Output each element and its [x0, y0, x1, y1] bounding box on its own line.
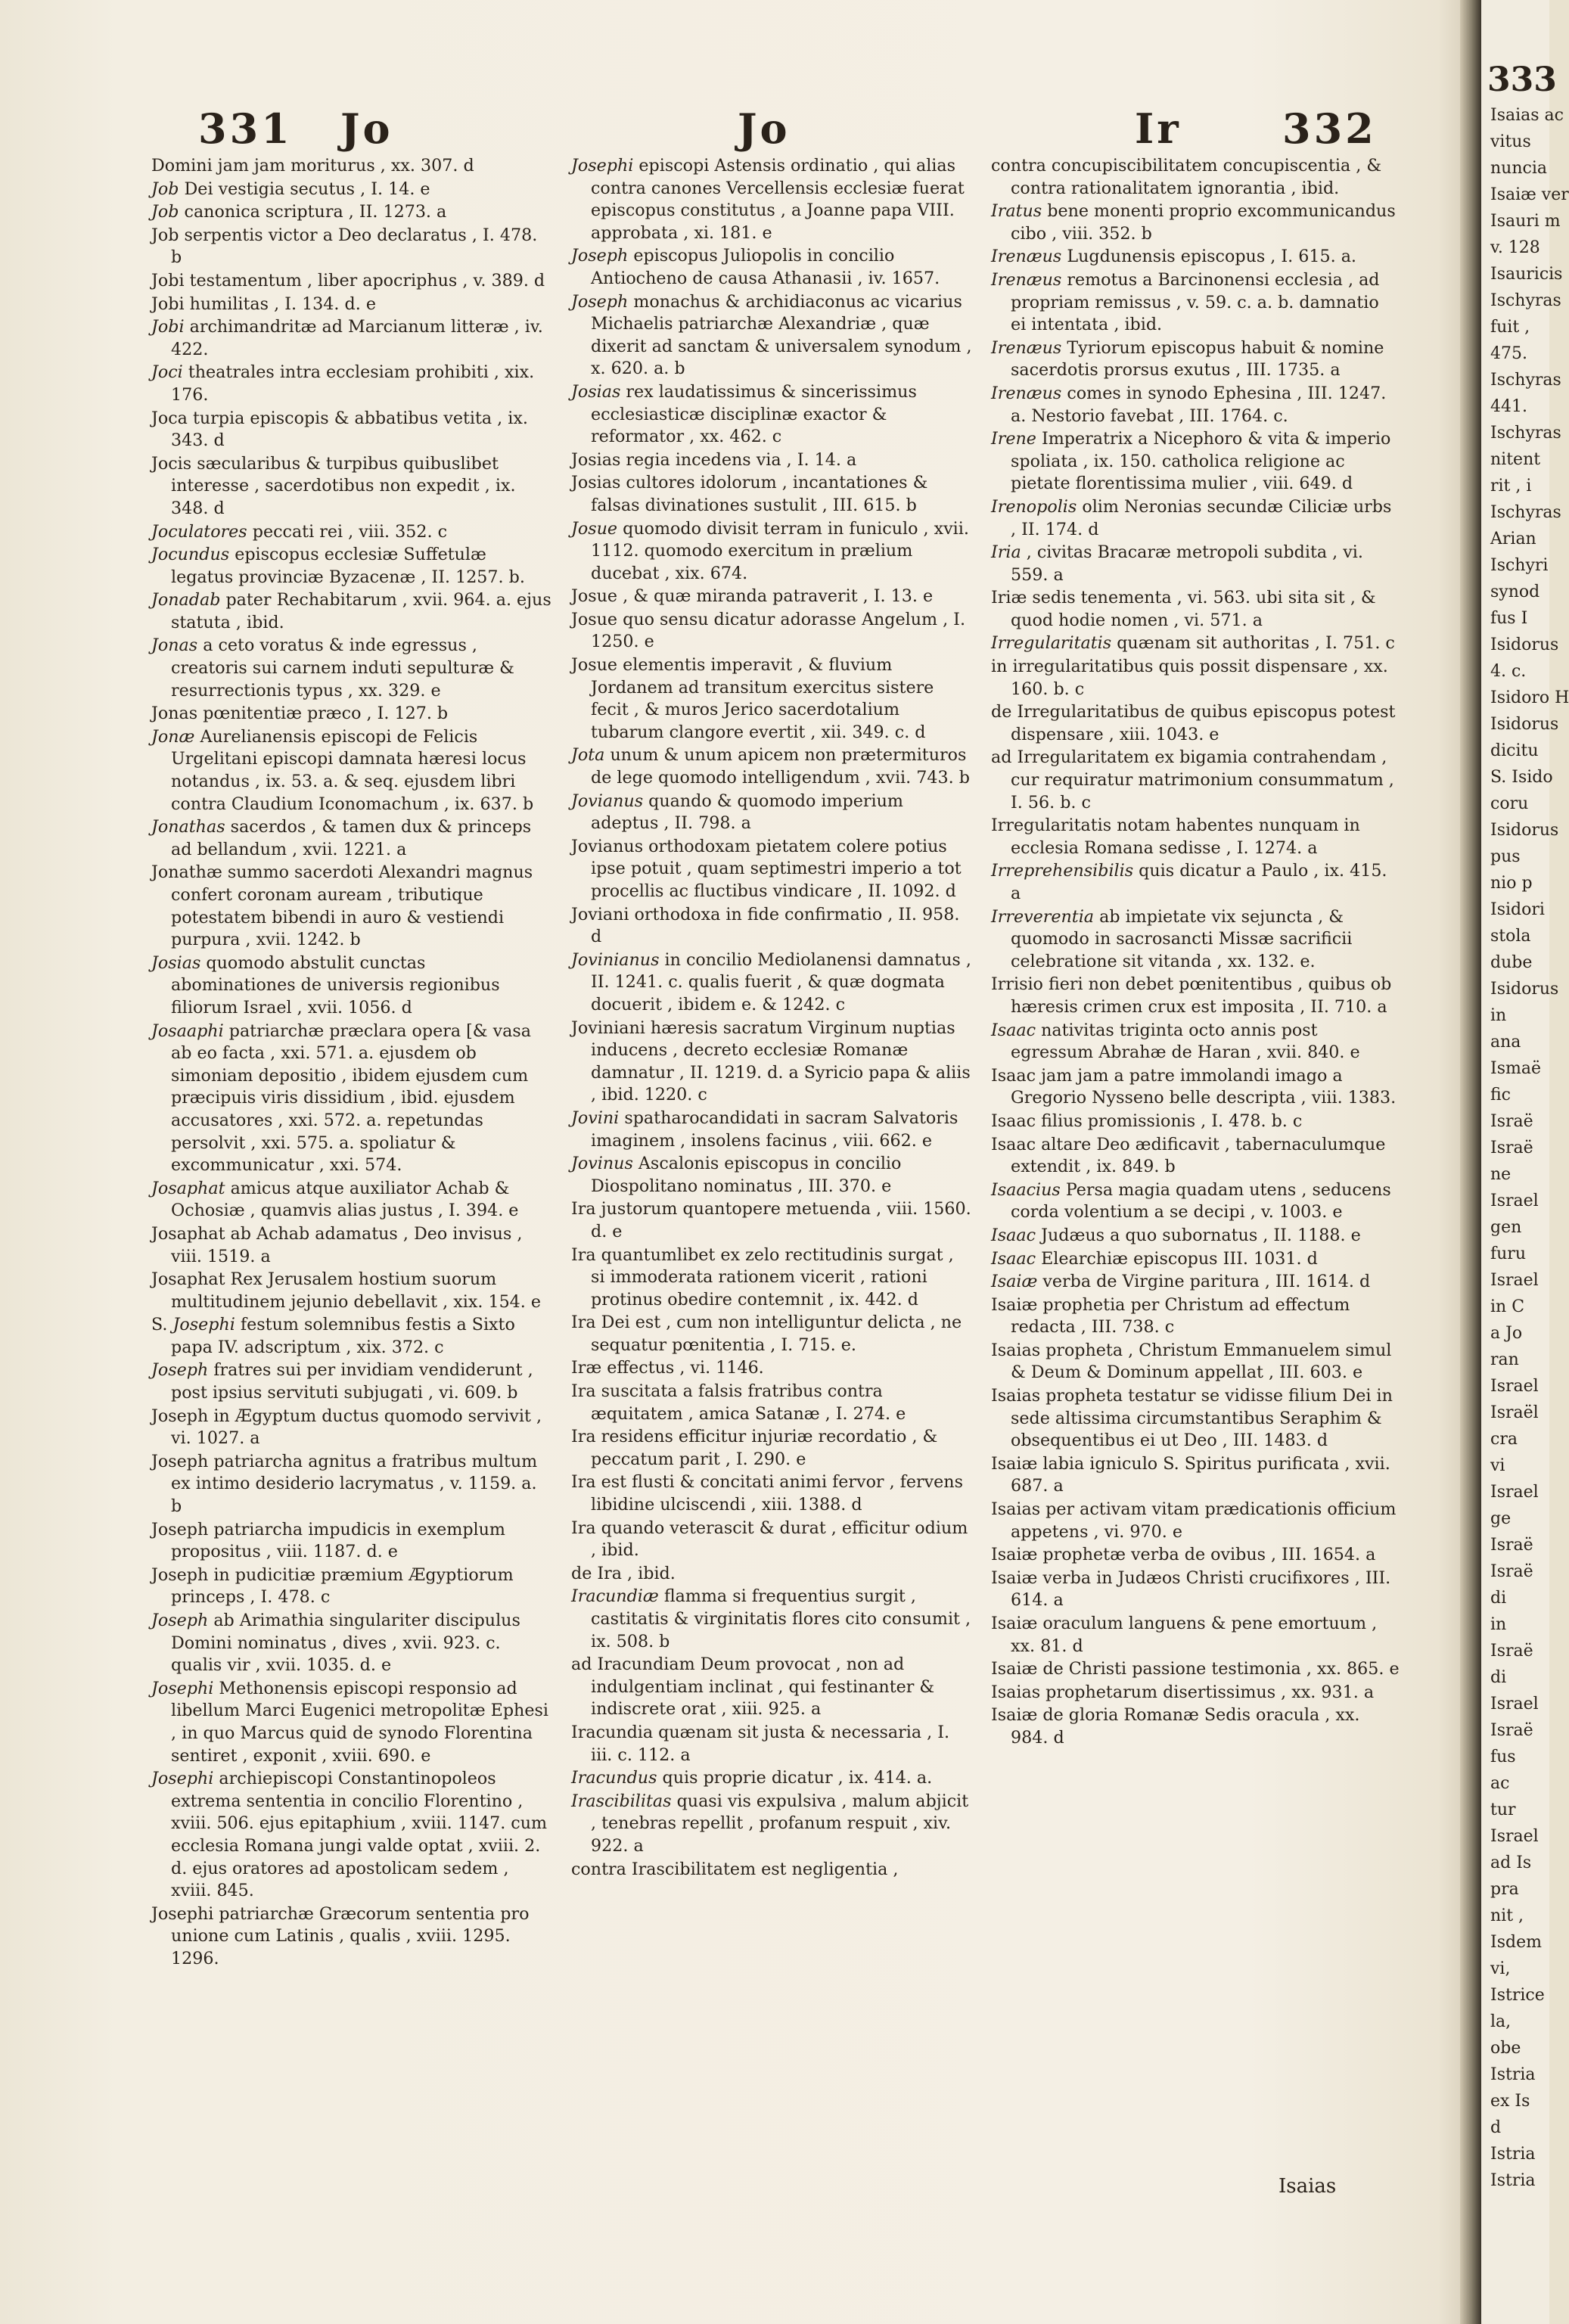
entry-headword: Irreverentia — [991, 906, 1095, 927]
next-page-fragment: fus — [1490, 1748, 1516, 1766]
next-page-fragment: Isidoro H — [1490, 688, 1569, 707]
next-page-fragment: cra — [1490, 1430, 1518, 1449]
next-page-fragment: Israë — [1490, 1721, 1533, 1740]
next-page-fragment: in — [1490, 1006, 1507, 1025]
next-page-fragment: Israë — [1490, 1536, 1533, 1555]
entry-headword: Irascibilitas — [571, 1791, 672, 1811]
index-entry: Iracundia quænam sit justa & necessaria , I. iii. c. 112. a — [571, 1722, 950, 1765]
index-entry: Josias quomodo abstulit cunctas abominationes de universis regionibus filiorum Israel , xvii. 1056. d — [151, 952, 500, 1018]
index-entry: Irenæus comes in synodo Ephesina , III. 1247. a. Nestorio favebat , III. 1764. c. — [991, 383, 1387, 426]
entry-headword: Isaac — [991, 1225, 1036, 1245]
entry-headword: Josias — [571, 381, 621, 402]
index-entry: Isaias propheta testatur se vidisse filium Dei in sede altissima circumstantibus Seraphim & obsequentibus ei ut Deo , III. 1483. d — [991, 1386, 1393, 1451]
next-page-fragment: Isdem — [1490, 1933, 1542, 1952]
next-page-fragment: fuit , — [1490, 318, 1530, 337]
index-entry: contra concupiscibilitatem concupiscentia , & contra rationalitatem ignorantia , ibid. — [991, 156, 1382, 198]
entry-headword: Josue — [571, 518, 618, 539]
index-entry: Josias cultores idolorum , incantationes & falsas divinationes sustulit , III. 615. b — [571, 473, 928, 515]
next-page-fragment: di — [1490, 1668, 1507, 1687]
index-entry: Isaac Elearchiæ episcopus III. 1031. d — [991, 1248, 1318, 1269]
entry-headword: Josephi — [151, 1678, 214, 1698]
entry-headword: Joseph — [151, 1611, 209, 1630]
next-page-fragment: nit , — [1490, 1906, 1524, 1925]
index-entry: Ira quando veterascit & durat , efficitur odium , ibid. — [571, 1518, 968, 1561]
next-page-fragment: coru — [1490, 794, 1529, 813]
index-entry: contra Irascibilitatem est negligentia , — [571, 1859, 899, 1879]
next-page-fragment: nuncia — [1490, 159, 1547, 178]
index-entry: Joseph in pudicitiæ præmium Ægyptiorum princeps , I. 478. c — [151, 1564, 514, 1608]
next-page-fragment: Israë — [1490, 1642, 1533, 1661]
next-page-fragment: stola — [1490, 927, 1531, 946]
index-entry: Joviniani hæresis sacratum Virginum nuptias inducens , decreto ecclesiæ Romanæ damnatur , II. 1219. d. a Syricio papa & aliis , ibid. 1220. c — [571, 1018, 971, 1105]
index-entry: Josephi archiepiscopi Constantinopoleos extrema sententia in concilio Florentino , xviii. 506. ejus epitaphium , xviii. 1147. cum ecclesia Romana jungi valde optat , xviii. 2. d. ejus oratores ad apostolicam sedem , xviii. 845. — [151, 1769, 548, 1901]
next-page-fragment: Isaias ac — [1490, 106, 1564, 125]
next-page-fragment: Israel — [1490, 1483, 1539, 1502]
entry-headword: Josaphat — [151, 1178, 225, 1198]
entry-headword: Josephi — [172, 1315, 235, 1335]
index-entry: ad Irregularitatem ex bigamia contrahendam , cur requiratur matrimonium consummatum , I. 56. b. c — [991, 747, 1394, 812]
next-page-fragment: dicitu — [1490, 741, 1539, 760]
running-head-right: Ir — [1135, 104, 1182, 153]
entry-headword: Iratus — [991, 201, 1042, 222]
entry-headword: Joseph — [571, 291, 629, 312]
index-entry: Isaiæ verba de Virgine paritura , III. 1614. d — [991, 1272, 1371, 1292]
index-entry: Jonadab pater Rechabitarum , xvii. 964. a. ejus statuta , ibid. — [151, 590, 551, 632]
entry-headword: Jovinianus — [571, 949, 660, 970]
index-entry: Jonas a ceto voratus & inde egressus , creatoris sui carnem induti sepulturæ & resurrectionis typus , xx. 329. e — [151, 635, 514, 701]
next-page-fragment: dube — [1490, 953, 1533, 972]
entry-headword: Isaac — [991, 1248, 1036, 1269]
index-entry: Josias rex laudatissimus & sincerissimus ecclesiasticæ disciplinæ exactor & reformator , xx. 462. c — [571, 381, 917, 447]
index-entry: Irenæus remotus a Barcinonensi ecclesia , ad propriam remissus , v. 59. c. a. b. damnatio ei intentata , ibid. — [991, 269, 1380, 335]
index-entry: Joculatores peccati rei , viii. 352. c — [151, 521, 448, 542]
next-page-fragment: ex Is — [1490, 2092, 1530, 2111]
index-entry: Job Dei vestigia secutus , I. 14. e — [151, 179, 430, 199]
next-page-fragment: pra — [1490, 1880, 1519, 1899]
entry-headword: Irreprehensibilis — [991, 861, 1134, 881]
next-page-fragment: Istrice — [1490, 1986, 1545, 2005]
entry-headword: Jovini — [571, 1108, 620, 1128]
entry-headword: Jovinus — [571, 1154, 633, 1174]
entry-headword: Isaiæ — [991, 1272, 1038, 1292]
entry-headword: Jonathas — [151, 817, 225, 837]
index-entry: Isaiæ prophetia per Christum ad effectum redacta , III. 738. c — [991, 1294, 1350, 1338]
entry-headword: Isaacius — [991, 1179, 1061, 1200]
index-entry: Joseph monachus & archidiaconus ac vicarius Michaelis patriarchæ Alexandriæ , quæ dixerit ad sanctam & universalem synodum , x. 620. a. b — [571, 291, 972, 379]
index-entry: Ira suscitata a falsis fratribus contra æquitatem , amica Satanæ , I. 274. e — [571, 1381, 906, 1424]
index-column-2 — [571, 155, 972, 1881]
next-page-fragment: Israë — [1490, 1562, 1533, 1581]
index-entry: Iracundus quis proprie dicatur , ix. 414. a. — [571, 1768, 933, 1788]
index-entry: Ira justorum quantopere metuenda , viii. 1560. d. e — [571, 1199, 971, 1241]
index-entry: Irregularitatis notam habentes nunquam in ecclesia Romana sedisse , I. 1274. a — [991, 816, 1360, 858]
entry-headword: Iracundus — [571, 1768, 657, 1788]
entry-headword: Irenæus — [991, 337, 1062, 358]
entry-headword: Jota — [571, 745, 605, 766]
index-entry: Irenopolis olim Neronias secundæ Ciliciæ urbs , II. 174. d — [991, 496, 1392, 539]
index-entry: Joci theatrales intra ecclesiam prohibiti , xix. 176. — [151, 362, 535, 405]
index-entry: Isaias prophetarum disertissimus , xx. 931. a — [991, 1682, 1375, 1702]
next-page-fragment: Isidorus — [1490, 635, 1559, 654]
next-page-fragment: di — [1490, 1589, 1507, 1608]
index-entry: Joseph in Ægyptum ductus quomodo servivit , vi. 1027. a — [151, 1406, 542, 1449]
next-page-fragment: synod — [1490, 583, 1540, 601]
index-entry: Irreprehensibilis quis dicatur a Paulo , ix. 415. a — [991, 861, 1387, 903]
entry-headword: Jovianus — [571, 791, 644, 811]
index-entry: Josias regia incedens via , I. 14. a — [571, 449, 857, 470]
next-page-fragment: Ischyras — [1490, 424, 1561, 443]
index-entry: Irene Imperatrix a Nicephoro & vita & imperio spoliata , ix. 150. catholica religione ac pietate florentissima mulier , viii. 649. d — [991, 429, 1391, 494]
index-entry: ad Iracundiam Deum provocat , non ad indulgentiam inclinat , qui festinanter & indiscrete orat , xiii. 925. a — [571, 1654, 935, 1720]
book-gutter — [1460, 0, 1481, 2324]
index-entry: Iracundiæ flamma si frequentius surgit , castitatis & virginitatis flores cito consumit , ix. 508. b — [571, 1586, 971, 1651]
index-entry: Isaac filius promissionis , I. 478. b. c — [991, 1111, 1303, 1131]
next-page-fragment: Isidorus — [1490, 980, 1559, 999]
index-entry: Jovinianus in concilio Mediolanensi damnatus , II. 1241. c. qualis fuerit , & quæ dogmata docuerit , ibidem e. & 1242. c — [571, 949, 971, 1014]
next-page-fragment: furu — [1490, 1244, 1526, 1263]
next-page-fragment: Israel — [1490, 1377, 1539, 1396]
next-page-fragment: obe — [1490, 2039, 1521, 2058]
index-entry: Jovini spatharocandidati in sacram Salvatoris imaginem , insolens facinus , viii. 662. e — [571, 1108, 958, 1151]
next-page-fragment: in C — [1490, 1297, 1525, 1316]
next-page-fragment: ne — [1490, 1165, 1512, 1184]
index-entry: Domini jam jam moriturus , xx. 307. d — [151, 156, 474, 176]
index-entry: Joseph fratres sui per invidiam vendiderunt , post ipsius servituti subjugati , vi. 609. b — [151, 1360, 533, 1403]
index-entry: Jonæ Aurelianensis episcopi de Felicis Urgelitani episcopi damnata hæresi locus notandus , ix. 53. a. & seq. ejusdem libri contra Claudium Iconomachum , ix. 637. b — [151, 726, 534, 814]
index-entry: Josephi episcopi Astensis ordinatio , qui alias contra canones Vercellensis ecclesiæ fuerat episcopus constitutus , a Joanne papa VIII. approbata , xi. 181. e — [571, 156, 965, 243]
next-page-fragment: in — [1490, 1615, 1507, 1634]
page-number-right: 332 — [1282, 104, 1377, 153]
next-page-fragment: rit , i — [1490, 477, 1532, 496]
index-entry: Ira residens efficitur injuriæ recordatio , & peccatum parit , I. 290. e — [571, 1427, 938, 1469]
index-entry: Jobi testamentum , liber apocriphus , v. 389. d — [151, 270, 545, 290]
entry-headword: Irenæus — [991, 269, 1062, 290]
index-entry: Irenæus Tyriorum episcopus habuit & nomine sacerdotis prorsus exutus , III. 1735. a — [991, 337, 1384, 381]
index-entry: Jonas pœnitentiæ præco , I. 127. b — [151, 704, 449, 724]
index-entry: Isaiæ verba in Judæos Christi crucifixores , III. 614. a — [991, 1567, 1391, 1611]
index-entry: Jovianus orthodoxam pietatem colere potius ipse potuit , quam septimestri imperio a tot procellis ac fluctibus vindicare , II. 1092. d — [571, 836, 962, 901]
next-page-fragment: Israel — [1490, 1695, 1539, 1713]
next-page-fragment: Ischyri — [1490, 556, 1549, 575]
next-page-fragment: ac — [1490, 1774, 1510, 1793]
index-entry: Iratus bene monenti proprio excommunicandus cibo , viii. 352. b — [991, 201, 1396, 244]
entry-headword: Jonadab — [151, 590, 221, 611]
index-entry: Irregularitatis quænam sit authoritas , I. 751. c — [991, 633, 1395, 654]
next-page-fragment: Isauricis — [1490, 265, 1563, 284]
entry-headword: Isaac — [991, 1020, 1036, 1040]
index-entry: Jovinus Ascalonis episcopus in concilio Diospolitano nominatus , III. 370. e — [571, 1154, 902, 1196]
index-column-1 — [151, 155, 552, 1971]
next-page-fragment: Isidorus — [1490, 715, 1559, 734]
next-page-fragment: 4. c. — [1490, 662, 1527, 681]
entry-headword: Iria — [991, 542, 1021, 563]
next-page-fragment: fus I — [1490, 609, 1528, 628]
index-entry: Josaaphi patriarchæ præclara opera [& vasa ab eo facta , xxi. 571. a. ejusdem ob simoniam depositio , ibidem ejusdem cum præcipuis viris dissidium , ibid. ejusdem accusatores , xxi. 572. a. repetundas persolvit , xxi. 575. a. spoliatur & excommunicatur , xxi. 574. — [151, 1021, 531, 1176]
next-page-fragment: gen — [1490, 1218, 1522, 1237]
entry-headword: Joculatores — [151, 521, 247, 542]
index-entry: Joseph episcopus Juliopolis in concilio Antiocheno de causa Athanasii , iv. 1657. — [571, 246, 940, 288]
next-page-fragment: Arian — [1490, 530, 1536, 548]
entry-headword: Irene — [991, 429, 1036, 449]
entry-headword: Jonas — [151, 635, 198, 656]
index-entry: Isaac nativitas triginta octo annis post egressum Abrahæ de Haran , xvii. 840. e — [991, 1020, 1360, 1063]
index-entry: Irenæus Lugdunensis episcopus , I. 615. a. — [991, 247, 1356, 267]
index-entry: Irrisio fieri non debet pœnitentibus , quibus ob hæresis crimen crux est imposita , II. 710. a — [991, 974, 1392, 1017]
index-entry: S. Josephi festum solemnibus festis a Sixto papa IV. adscriptum , xix. 372. c — [151, 1315, 515, 1357]
index-entry: Isaiæ de Christi passione testimonia , xx. 865. e — [991, 1659, 1400, 1679]
entry-headword: Joci — [151, 362, 183, 383]
next-page-fragment: Isidorus — [1490, 821, 1559, 840]
next-page-fragment: Isaiæ ver — [1490, 185, 1569, 204]
next-page-fragment: nio p — [1490, 874, 1533, 893]
index-entry: Jota unum & unum apicem non prætermituros de lege quomodo intelligendum , xvii. 743. b — [571, 745, 970, 788]
index-entry: Isaiæ de gloria Romanæ Sedis oracula , xx. 984. d — [991, 1705, 1360, 1748]
next-page-fragment: vi, — [1490, 1959, 1511, 1978]
index-entry: Josaphat amicus atque auxiliator Achab & Ochosiæ , quamvis alias justus , I. 394. e — [151, 1178, 519, 1221]
entry-headword: Joseph — [151, 1360, 209, 1381]
next-page-fragment: Ismaë — [1490, 1059, 1541, 1078]
index-entry: Ira est flusti & concitati animi fervor , fervens libidine ulciscendi , xiii. 1388. d — [571, 1472, 963, 1515]
index-entry: Josue quo sensu dicatur adorasse Angelum , I. 1250. e — [571, 609, 965, 652]
index-entry: in irregularitatibus quis possit dispensare , xx. 160. b. c — [991, 657, 1388, 699]
index-entry: Joseph patriarcha agnitus a fratribus multum ex intimo desiderio lacrymatus , v. 1159. a. b — [151, 1451, 538, 1517]
index-entry: Jovianus quando & quomodo imperium adeptus , II. 798. a — [571, 791, 903, 834]
index-entry: Jobi humilitas , I. 134. d. e — [151, 294, 376, 314]
next-page-fragment: vitus — [1490, 132, 1531, 151]
index-entry: Irreverentia ab impietate vix sejuncta , & quomodo in sacrosancti Missæ sacrificii celebratione sit vitanda , xx. 132. e. — [991, 906, 1353, 971]
next-page-fragment: Isidori — [1490, 900, 1545, 919]
next-page-fragment: Ischyras — [1490, 371, 1561, 390]
next-page-fragment: vi — [1490, 1456, 1505, 1475]
next-page-fragment: Israel — [1490, 1827, 1539, 1846]
next-page-fragment: Israel — [1490, 1192, 1539, 1210]
next-page-fragment: la, — [1490, 2012, 1512, 2031]
next-page-number: 333 — [1487, 61, 1557, 99]
entry-headword: Josaaphi — [151, 1021, 224, 1041]
index-entry: Joseph ab Arimathia singulariter discipulus Domini nominatus , dives , xvii. 923. c. qualis vir , xvii. 1035. d. e — [151, 1611, 520, 1676]
index-entry: Joca turpia episcopis & abbatibus vetita , ix. 343. d — [151, 408, 528, 451]
index-entry: Iria , civitas Bracaræ metropoli subdita , vi. 559. a — [991, 542, 1363, 585]
entry-headword: Irregularitatis — [991, 633, 1112, 654]
index-entry: Jonathæ summo sacerdoti Alexandri magnus confert coronam auream , tributique potestatem bibendi in auro & vestiendi purpura , xvii. 1242. b — [151, 862, 533, 950]
index-entry: Irascibilitas quasi vis expulsiva , malum abjicit , tenebras repellit , profanum respuit , xiv. 922. a — [571, 1791, 969, 1856]
index-entry: Isaiæ oraculum languens & pene emortuum , xx. 81. d — [991, 1614, 1378, 1656]
index-entry: Isaiæ labia igniculo S. Spiritus purificata , xvii. 687. a — [991, 1453, 1390, 1496]
index-entry: Josaphat ab Achab adamatus , Deo invisus , viii. 1519. a — [151, 1223, 523, 1266]
entry-headword: Josephi — [571, 156, 634, 176]
running-head-left: Jo — [340, 104, 393, 153]
next-page-fragment: pus — [1490, 847, 1521, 866]
index-entry: Job canonica scriptura , II. 1273. a — [151, 202, 447, 222]
index-entry: Josue quomodo divisit terram in funiculo , xvii. 1112. quomodo exercitum in prælium ducebat , xix. 674. — [571, 518, 969, 583]
next-page-fragment: nitent — [1490, 450, 1541, 469]
index-entry: Iriæ sedis tenementa , vi. 563. ubi sita sit , & quod hodie nomen , vi. 571. a — [991, 588, 1376, 630]
index-entry: Job serpentis victor a Deo declaratus , I. 478. b — [151, 225, 538, 268]
next-page-fragment: fic — [1490, 1086, 1511, 1105]
index-entry: Joseph patriarcha impudicis in exemplum propositus , viii. 1187. d. e — [151, 1519, 505, 1562]
index-entry: Iræ effectus , vi. 1146. — [571, 1358, 764, 1378]
index-entry: Isaac Judæus a quo subornatus , II. 1188. e — [991, 1225, 1361, 1245]
index-entry: Ira Dei est , cum non intelliguntur delicta , ne sequatur pœnitentia , I. 715. e. — [571, 1313, 962, 1355]
index-entry: Isaias propheta , Christum Emmanuelem simul & Deum & Dominum appellat , III. 603. e — [991, 1340, 1392, 1383]
next-page-fragment: Ischyras — [1490, 291, 1561, 310]
index-entry: Josue , & quæ miranda patraverit , I. 13. e — [571, 586, 934, 607]
next-page-fragment: Israë — [1490, 1112, 1533, 1131]
index-entry: Josephi Methonensis episcopi responsio ad libellum Marci Eugenici metropolitæ Ephesi , in quo Marcus quid de synodo Florentina sentiret , exponit , xviii. 690. e — [151, 1678, 548, 1766]
index-entry: Josephi patriarchæ Græcorum sententia pro unione cum Latinis , qualis , xviii. 1295. 1296. — [151, 1903, 530, 1968]
index-entry: Isaac jam jam a patre immolandi imago a Gregorio Nysseno belle descripta , viii. 1383. — [991, 1065, 1397, 1108]
next-page-fragment: Istria — [1490, 2171, 1536, 2190]
next-page-fragment: ad Is — [1490, 1853, 1532, 1872]
index-entry: Jobi archimandritæ ad Marcianum litteræ , iv. 422. — [151, 317, 543, 359]
entry-headword: Josephi — [151, 1769, 214, 1789]
entry-headword: Job — [151, 179, 179, 199]
index-entry: Jocundus episcopus ecclesiæ Suffetulæ legatus provinciæ Byzacenæ , II. 1257. b. — [151, 545, 525, 587]
index-entry: Isaac altare Deo ædificavit , tabernaculumque extendit , ix. 849. b — [991, 1134, 1386, 1177]
entry-headword: Irenopolis — [991, 496, 1077, 517]
page-number-left: 331 — [198, 104, 293, 153]
next-page-fragment: 441. — [1490, 397, 1527, 416]
next-page-fragment: v. 128 — [1490, 238, 1540, 257]
entry-headword: Joseph — [571, 246, 629, 266]
next-page-edge — [1481, 0, 1569, 2324]
next-page-fragment: Ischyras — [1490, 503, 1561, 522]
index-entry: Josaphat Rex Jerusalem hostium suorum multitudinem jejunio debellavit , xix. 154. e — [151, 1269, 542, 1312]
entry-headword: Iracundiæ — [571, 1586, 659, 1607]
next-page-fragment: Istria — [1490, 2145, 1536, 2164]
next-page-fragment: a Jo — [1490, 1324, 1523, 1343]
index-entry: Josue elementis imperavit , & fluvium Jordanem ad transitum exercitus sistere fecit , & muros Jerico sacerdotalium tubarum clangore evertit , xii. 349. c. d — [571, 655, 934, 742]
entry-headword: Irenæus — [991, 247, 1062, 267]
entry-headword: Job — [151, 202, 179, 222]
catchword: Isaias — [1279, 2175, 1337, 2198]
next-page-fragment: S. Isido — [1490, 768, 1553, 787]
index-entry: Jonathas sacerdos , & tamen dux & princeps ad bellandum , xvii. 1221. a — [151, 817, 532, 859]
next-page-fragment: d — [1490, 2118, 1502, 2137]
next-page-fragment: ana — [1490, 1033, 1521, 1052]
index-entry: de Ira , ibid. — [571, 1563, 676, 1583]
next-page-fragment: Israël — [1490, 1403, 1539, 1422]
entry-headword: Jobi — [151, 317, 185, 337]
next-page-fragment: Isauri m — [1490, 212, 1561, 231]
entry-headword: Irenæus — [991, 383, 1062, 403]
index-entry: Isaias per activam vitam prædicationis officium appetens , vi. 970. e — [991, 1499, 1397, 1542]
index-entry: Ira quantumlibet ex zelo rectitudinis surgat , si immoderata rationem vicerit , rationi protinus obedire contemnit , ix. 442. d — [571, 1244, 954, 1310]
next-page-fragment: Istria — [1490, 2065, 1536, 2084]
index-entry: Isaiæ prophetæ verba de ovibus , III. 1654. a — [991, 1545, 1376, 1565]
next-page-fragment: Israë — [1490, 1139, 1533, 1157]
next-page-fragment: ge — [1490, 1509, 1512, 1528]
entry-headword: Jocundus — [151, 545, 230, 565]
index-entry: de Irregularitatibus de quibus episcopus potest dispensare , xiii. 1043. e — [991, 702, 1396, 744]
index-column-3 — [991, 155, 1400, 1751]
next-page-fragment: tur — [1490, 1800, 1516, 1819]
index-entry: Jocis sæcularibus & turpibus quibuslibet interesse , sacerdotibus non expedit , ix. 348. d — [151, 453, 516, 518]
next-page-fragment: Israel — [1490, 1271, 1539, 1290]
index-entry: Joviani orthodoxa in fide confirmatio , II. 958. d — [571, 904, 960, 947]
entry-headword: Jonæ — [151, 726, 195, 747]
next-page-fragment: 475. — [1490, 344, 1527, 363]
next-page-fragment: ran — [1490, 1350, 1519, 1369]
entry-headword: Josias — [151, 952, 201, 973]
running-head-center: Jo — [738, 104, 791, 153]
index-entry: Isaacius Persa magia quadam utens , seducens corda volentium a se decipi , v. 1003. e — [991, 1179, 1391, 1223]
